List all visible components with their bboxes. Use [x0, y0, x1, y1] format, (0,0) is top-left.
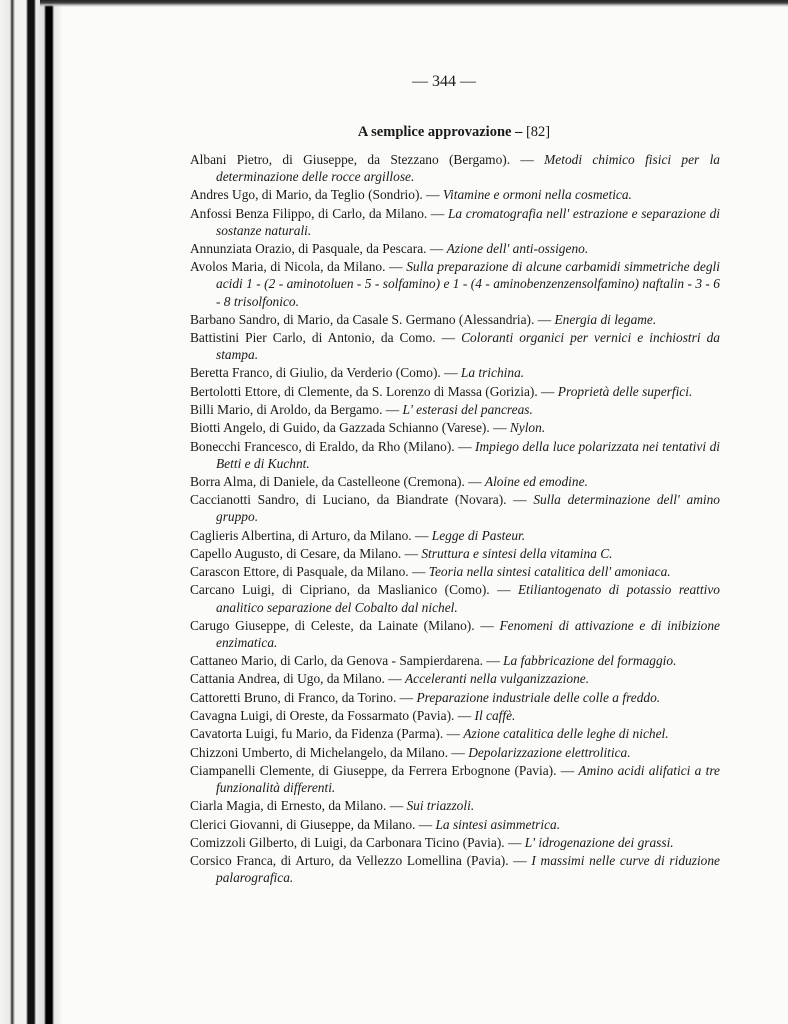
entry-author: Cavatorta Luigi, fu Mario, da Fidenza (Parma). —: [190, 726, 460, 742]
entry-author: Barbano Sandro, di Mario, da Casale S. Germano (Alessandria). —: [190, 311, 552, 327]
thesis-list: [190, 151, 720, 887]
list-item: [190, 473, 720, 490]
entry-title: Sulla determinazione dell' amino gruppo.: [216, 492, 720, 525]
list-item: [190, 563, 720, 580]
list-item: [190, 834, 720, 851]
list-item: [190, 491, 720, 525]
list-item: [190, 762, 720, 796]
entry-title: Sui triazzoli.: [406, 798, 475, 814]
entry-title: Legge di Pasteur.: [431, 527, 526, 543]
entry-author: Annunziata Orazio, di Pasquale, da Pescara. —: [190, 241, 444, 257]
list-item: [190, 527, 720, 544]
list-item: [190, 707, 720, 724]
entry-author: Albani Pietro, di Giuseppe, da Stezzano (Bergamo). —: [190, 152, 534, 167]
entry-title: Depolarizzazione elettrolitica.: [468, 744, 631, 760]
entry-title: Energia di legame.: [554, 311, 657, 327]
list-item: [190, 258, 720, 309]
entry-author: Andres Ugo, di Mario, da Teglio (Sondrio). —: [190, 187, 440, 203]
entry-author: Carascon Ettore, di Pasquale, da Milano. —: [190, 564, 426, 580]
entry-title: L' esterasi del pancreas.: [402, 402, 533, 417]
entry-title: Amino acidi alifatici a tre funzionalità differenti.: [216, 762, 720, 795]
entry-author: Cattoretti Bruno, di Franco, da Torino. —: [190, 689, 414, 705]
entry-author: Bertolotti Ettore, di Clemente, da S. Lorenzo di Massa (Gorizia). —: [190, 383, 555, 399]
entry-author: Anfossi Benza Filippo, di Carlo, da Milano. —: [190, 205, 445, 221]
entry-title: Azione dell' anti-ossigeno.: [446, 241, 589, 257]
list-item: [190, 419, 720, 436]
entry-title: Il caffè.: [474, 708, 516, 724]
entry-title: Aloine ed emodine.: [484, 473, 588, 489]
list-item: [190, 205, 720, 239]
entry-author: Carcano Luigi, di Cipriano, da Maslianico (Como). —: [190, 582, 511, 598]
entry-title: Vitamine e ormoni nella cosmetica.: [442, 187, 632, 203]
entry-author: Ciarla Magia, di Ernesto, da Milano. —: [190, 798, 404, 814]
list-item: [190, 383, 720, 400]
scan-top-edge: [40, 0, 788, 7]
entry-author: Borra Alma, di Daniele, da Castelleone (Cremona). —: [190, 473, 482, 489]
entry-title: I massimi nelle curve di riduzione palarografica.: [216, 853, 721, 886]
entry-author: Caccianotti Sandro, di Luciano, da Biandrate (Novara). —: [190, 492, 527, 508]
entry-title: Nylon.: [509, 420, 546, 436]
list-item: [190, 670, 720, 687]
page-number: — 344 —: [412, 73, 476, 90]
list-item: [190, 401, 720, 418]
entry-title: Metodi chimico fisici per la determinazione delle rocce argillose.: [216, 152, 720, 185]
entry-title: Preparazione industriale delle colle a freddo.: [416, 689, 661, 705]
entry-title: Coloranti organici per vernici e inchiostri da stampa.: [216, 330, 720, 363]
list-item: [190, 151, 720, 185]
entry-title: La fabbricazione del formaggio.: [503, 653, 677, 669]
list-item: [190, 652, 720, 669]
entry-author: Bonecchi Francesco, di Eraldo, da Rho (Milano). —: [190, 438, 472, 454]
entry-author: Battistini Pier Carlo, di Antonio, da Como. —: [190, 330, 456, 346]
list-item: [190, 329, 720, 363]
entry-title: Sulla preparazione di alcune carbamidi simmetriche degli acidi 1 - (2 - aminotoluen - 5 - solfamino) e 1 - (4 - aminobenzenzensolfamino) naftalin - 3 - 6 - 8 trisolfonico.: [216, 259, 720, 309]
list-item: [190, 744, 720, 761]
entry-title: La sintesi asimmetrica.: [435, 816, 561, 832]
entry-author: Avolos Maria, di Nicola, da Milano. —: [190, 259, 403, 275]
entry-author: Corsico Franca, di Arturo, da Vellezzo Lomellina (Pavia). —: [190, 853, 527, 869]
entry-author: Cattaneo Mario, di Carlo, da Genova - Sampierdarena. —: [190, 653, 500, 669]
entry-title: Teoria nella sintesi catalitica dell' amoniaca.: [428, 564, 671, 580]
entry-author: Biotti Angelo, di Guido, da Gazzada Schianno (Varese). —: [190, 420, 507, 436]
list-item: [190, 364, 720, 381]
entry-author: Cattania Andrea, di Ugo, da Milano. —: [190, 671, 402, 687]
entry-author: Comizzoli Gilberto, di Luigi, da Carbonara Ticino (Pavia). —: [190, 834, 522, 850]
scan-binding-edge: [0, 0, 62, 1024]
entry-author: Carugo Giuseppe, di Celeste, da Lainate (Milano). —: [190, 617, 494, 633]
entry-title: Fenomeni di attivazione e di inibizione enzimatica.: [216, 617, 720, 650]
entry-title: Impiego della luce polarizzata nei tentativi di Betti e di Kuchnt.: [216, 438, 720, 471]
entry-title: Azione catalitica delle leghe di nichel.: [463, 726, 669, 742]
section-count: [82]: [525, 124, 551, 140]
entry-title: La cromatografia nell' estrazione e separazione di sostanze naturali.: [216, 205, 720, 238]
entry-author: Beretta Franco, di Giulio, da Verderio (Como). —: [190, 365, 458, 381]
list-item: [190, 797, 720, 814]
section-title: A semplice approvazione –: [357, 124, 523, 140]
entry-author: Ciampanelli Clemente, di Giuseppe, da Ferrera Erbognone (Pavia). —: [190, 762, 575, 778]
entry-author: Caglieris Albertina, di Arturo, da Milano. —: [190, 527, 429, 543]
list-item: [190, 689, 720, 706]
list-item: [190, 545, 720, 562]
entry-author: Billi Mario, di Aroldo, da Bergamo. —: [190, 402, 400, 417]
entry-title: La trichina.: [460, 365, 525, 381]
list-item: [190, 581, 720, 615]
entry-author: Chizzoni Umberto, di Michelangelo, da Milano. —: [190, 744, 465, 760]
entry-title: Proprietà delle superfici.: [557, 383, 693, 399]
list-item: [190, 725, 720, 742]
list-item: [190, 438, 720, 472]
list-item: [190, 617, 720, 651]
entry-title: Struttura e sintesi della vitamina C.: [421, 545, 613, 561]
entry-author: Cavagna Luigi, di Oreste, da Fossarmato (Pavia). —: [190, 708, 472, 724]
entry-author: Clerici Giovanni, di Giuseppe, da Milano. —: [190, 816, 433, 832]
entry-author: Capello Augusto, di Cesare, da Milano. —: [190, 545, 418, 561]
list-item: [190, 852, 720, 886]
entry-title: L' idrogenazione dei grassi.: [524, 834, 674, 850]
entry-title: Etiliantogenato di potassio reattivo analitico separazione del Cobalto dal nichel.: [216, 582, 720, 615]
list-item: [190, 816, 720, 833]
list-item: [190, 311, 720, 328]
list-item: [190, 186, 720, 203]
section-heading: [190, 124, 718, 141]
entry-title: Acceleranti nella vulganizzazione.: [404, 671, 590, 687]
list-item: [190, 240, 720, 257]
